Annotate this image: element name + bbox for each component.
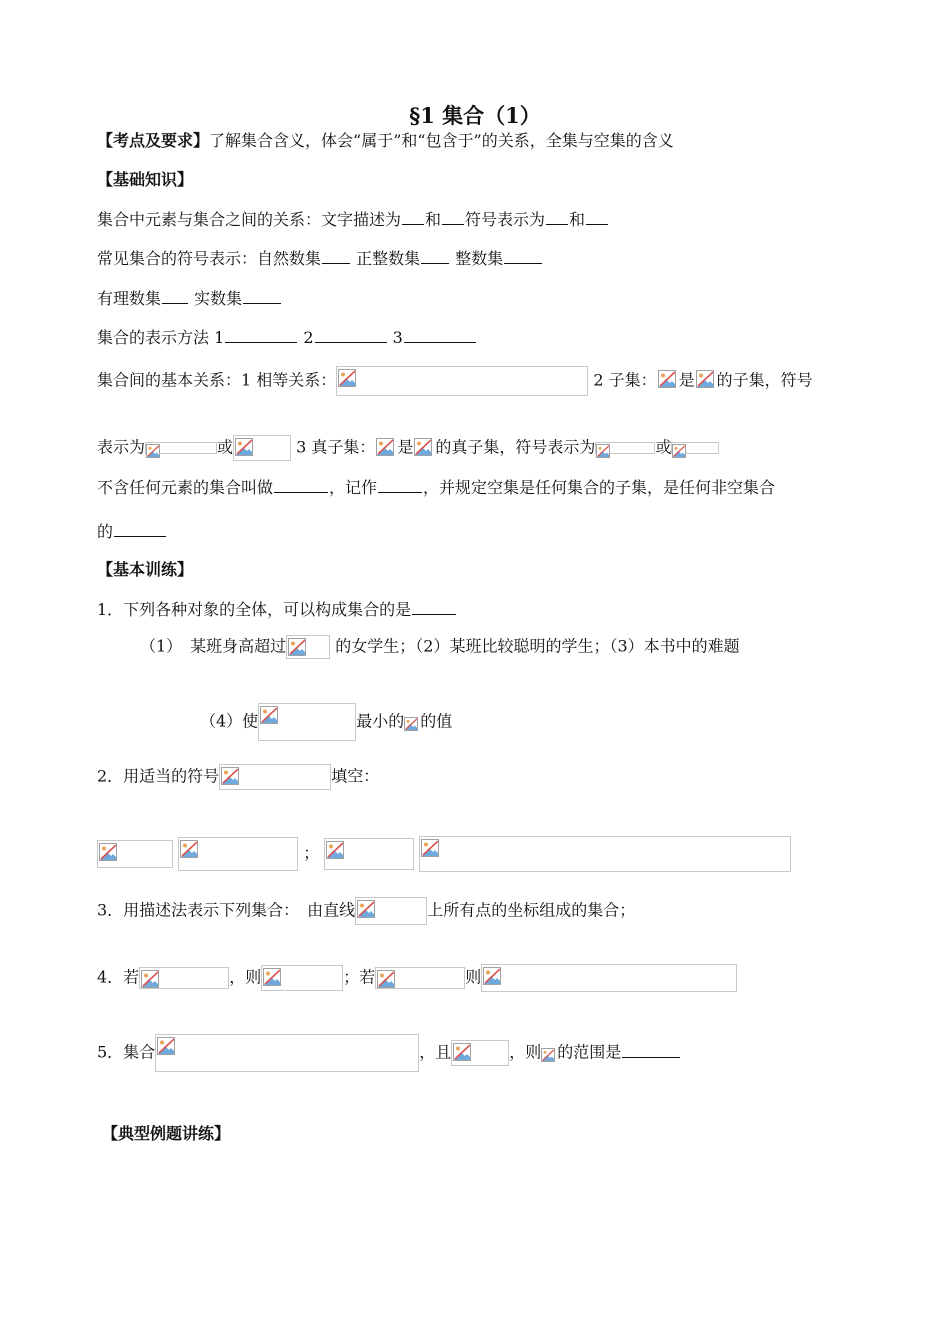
q1-option-4 (200, 703, 452, 741)
formula-image (286, 635, 330, 659)
fill-blank[interactable] (402, 207, 424, 225)
formula-image (219, 764, 331, 790)
broken-image-icon (376, 438, 394, 456)
text: 的范围是 (557, 1042, 622, 1062)
fill-blank[interactable] (114, 519, 166, 537)
fill-blank[interactable] (225, 325, 297, 343)
text: 的女学生；（2）某班比较聪明的学生；（3）本书中的难题 (335, 636, 740, 656)
text: 5．集合 (97, 1042, 156, 1062)
broken-image-icon (326, 841, 344, 859)
q4-stem (97, 964, 737, 992)
text: ，则 (509, 1042, 542, 1062)
broken-image-icon (180, 840, 198, 858)
q2-items (97, 836, 791, 872)
formula-image (404, 712, 420, 732)
basics-line-7 (97, 475, 775, 499)
text: 2 (303, 328, 314, 347)
text: 表示为 (97, 437, 146, 457)
text: 和 (425, 210, 442, 229)
broken-image-icon (596, 444, 610, 458)
formula-image (178, 837, 298, 871)
fill-blank[interactable] (243, 286, 281, 304)
formula-image (375, 436, 397, 460)
fill-blank[interactable] (586, 207, 608, 225)
fill-blank[interactable] (378, 475, 422, 493)
formula-image (355, 897, 427, 925)
broken-image-icon (288, 638, 306, 656)
broken-image-icon (99, 843, 117, 861)
formula-image (233, 435, 291, 461)
formula-image (595, 442, 655, 454)
formula-image (324, 838, 414, 870)
text: 正整数集 (356, 249, 421, 268)
broken-image-icon (338, 369, 356, 387)
page-title: §1 集合（1） (409, 103, 541, 128)
formula-image (261, 965, 343, 991)
formula-image (139, 967, 229, 989)
broken-image-icon (414, 438, 432, 456)
formula-image (375, 967, 465, 989)
formula-image (258, 703, 356, 741)
text: 集合间的基本关系：1 相等关系： (97, 370, 337, 390)
broken-image-icon (483, 967, 501, 985)
fill-blank[interactable] (622, 1040, 680, 1058)
q1-stem (97, 597, 457, 621)
basics-line-2 (97, 246, 543, 270)
text: ，记作 (329, 478, 378, 497)
text: 和 (569, 210, 586, 229)
fill-blank[interactable] (442, 207, 464, 225)
text: 是 (397, 437, 414, 457)
text: 3．用描述法表示下列集合： 由直线 (97, 900, 356, 920)
fill-blank[interactable] (546, 207, 568, 225)
fill-blank[interactable] (315, 325, 387, 343)
text: 有理数集 (97, 289, 162, 308)
examples-header: 【典型例题讲练】 (102, 1124, 231, 1143)
formula-image (451, 1040, 509, 1066)
fill-blank[interactable] (421, 246, 449, 264)
broken-image-icon (221, 767, 239, 785)
basics-line-1 (97, 207, 609, 231)
broken-image-icon (696, 370, 714, 388)
basics-line-4 (97, 325, 477, 349)
broken-image-icon (235, 438, 253, 456)
text: ； (303, 843, 320, 863)
text: 集合中元素与集合之间的关系：文字描述为 (97, 210, 402, 229)
formula-image (657, 368, 679, 394)
text: 的值 (420, 711, 453, 731)
basics-line-8 (97, 519, 167, 543)
requirements-header: 【考点及要求】 (97, 131, 210, 150)
text: 填空： (331, 766, 380, 786)
formula-image (695, 368, 717, 394)
text: 则 (465, 967, 482, 987)
text: （1） 某班身高超过 (140, 636, 287, 656)
fill-blank[interactable] (162, 286, 188, 304)
q1-options (140, 635, 740, 659)
formula-image (481, 964, 737, 992)
text: ；若 (343, 967, 376, 987)
text: 1．下列各种对象的全体，可以构成集合的是 (97, 600, 412, 619)
text: 整数集 (455, 249, 504, 268)
text: （4）使 (200, 711, 259, 731)
formula-image (155, 1034, 419, 1072)
text: 4．若 (97, 967, 140, 987)
broken-image-icon (357, 900, 375, 918)
text: 常见集合的符号表示：自然数集 (97, 249, 322, 268)
text: ，且 (419, 1042, 452, 1062)
formula-image (336, 366, 588, 396)
text: 2．用适当的符号 (97, 766, 220, 786)
text: ，并规定空集是任何集合的子集，是任何非空集合 (423, 478, 776, 497)
broken-image-icon (672, 444, 686, 458)
broken-image-icon (377, 970, 395, 988)
text: 不含任何元素的集合叫做 (97, 478, 274, 497)
formula-image (419, 836, 791, 872)
basics-header: 【基础知识】 (97, 170, 194, 189)
broken-image-icon (453, 1043, 471, 1061)
fill-blank[interactable] (504, 246, 542, 264)
formula-image (145, 442, 217, 454)
text: 3 (392, 328, 403, 347)
text: 符号表示为 (465, 210, 546, 229)
broken-image-icon (263, 968, 281, 986)
broken-image-icon (146, 444, 160, 458)
text: 2 子集： (593, 370, 657, 390)
training-header: 【基本训练】 (97, 560, 194, 579)
formula-image (97, 840, 173, 868)
requirements-text: 了解集合含义，体会“属于”和“包含于”的关系，全集与空集的含义 (209, 131, 674, 150)
text: 的 (97, 522, 114, 541)
text: 上所有点的坐标组成的集合； (427, 900, 636, 920)
formula-image (413, 436, 435, 460)
fill-blank[interactable] (274, 475, 328, 493)
broken-image-icon (421, 839, 439, 857)
text: 实数集 (194, 289, 243, 308)
broken-image-icon (404, 717, 418, 731)
fill-blank[interactable] (412, 597, 456, 615)
basics-line-3 (97, 286, 282, 310)
basics-line-6 (97, 435, 719, 461)
text: 的子集，符号 (716, 370, 813, 390)
fill-blank[interactable] (404, 325, 476, 343)
broken-image-icon (260, 706, 278, 724)
text: 是 (678, 370, 695, 390)
basics-line-5 (97, 366, 813, 396)
broken-image-icon (141, 970, 159, 988)
q2-stem (97, 764, 379, 790)
text: 或 (655, 437, 672, 457)
text: 3 真子集： (296, 437, 376, 457)
formula-image (671, 442, 719, 454)
text: 集合的表示方法 1 (97, 328, 225, 347)
broken-image-icon (541, 1048, 555, 1062)
fill-blank[interactable] (322, 246, 350, 264)
requirements-line (97, 130, 674, 152)
text: 或 (217, 437, 234, 457)
formula-image (541, 1043, 557, 1063)
broken-image-icon (658, 370, 676, 388)
q3-stem (97, 897, 635, 925)
broken-image-icon (157, 1037, 175, 1055)
text: ，则 (229, 967, 262, 987)
text: 最小的 (356, 711, 405, 731)
q5-stem (97, 1034, 681, 1072)
text: 的真子集，符号表示为 (435, 437, 596, 457)
